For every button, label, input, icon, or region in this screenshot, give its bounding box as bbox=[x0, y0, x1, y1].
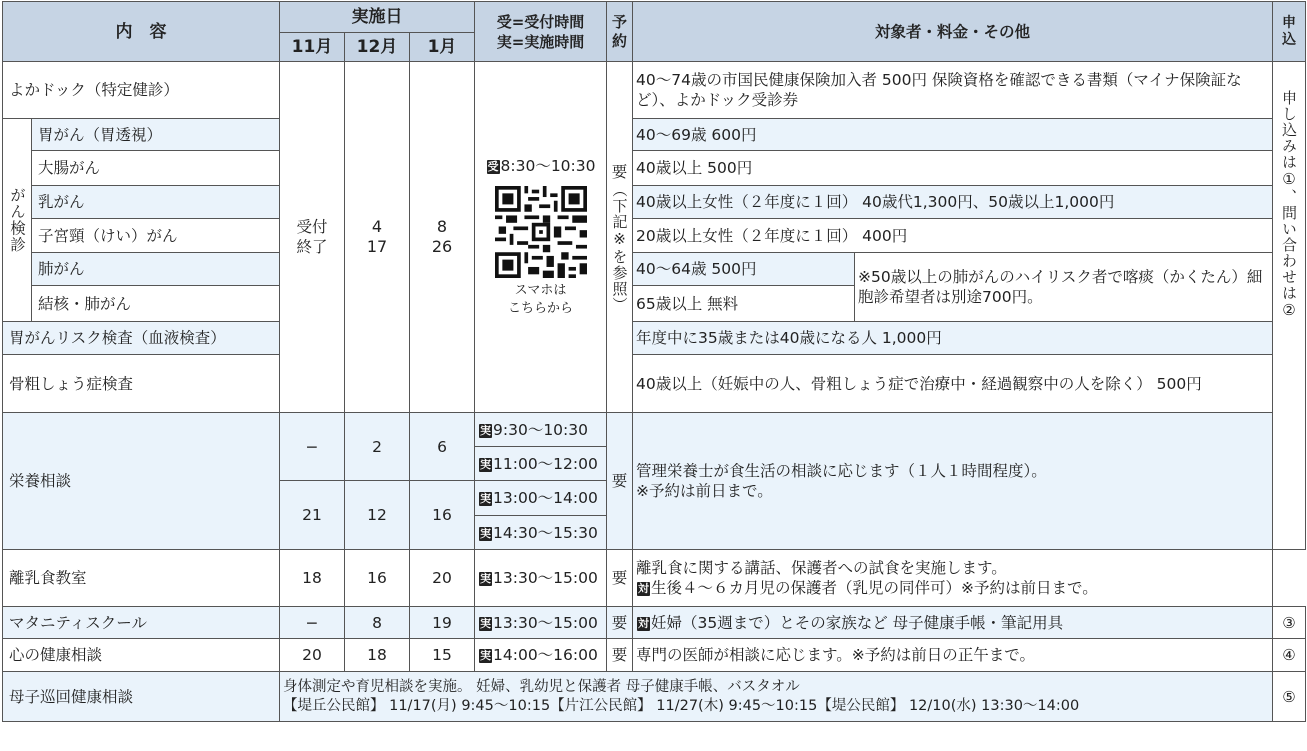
medical-time: 受 8:30〜10:30 スマホは こちらから bbox=[475, 62, 607, 413]
eiyo-time-2: 実 11:00〜12:00 bbox=[475, 447, 607, 481]
implementation-icon: 実 bbox=[480, 572, 492, 585]
kokoro-dec: 18 bbox=[345, 639, 410, 672]
header-yoyaku: 予約 bbox=[607, 2, 633, 62]
eiyo-yoyaku: 要 bbox=[607, 413, 633, 550]
eiyo-r1-jan: 6 bbox=[410, 413, 475, 481]
boshi-name: 母子巡回健康相談 bbox=[3, 672, 280, 722]
rinyu-jan: 20 bbox=[410, 550, 475, 607]
header-nov: 11月 bbox=[280, 33, 345, 62]
header-time-reception: 受=受付時間 bbox=[496, 12, 585, 31]
rinyu-dec: 16 bbox=[345, 550, 410, 607]
row-yoka-name: よかドック（特定健診） bbox=[3, 62, 280, 119]
eiyo-r2-jan: 16 bbox=[410, 481, 475, 550]
maternity-jan: 19 bbox=[410, 607, 475, 639]
eiyo-time-4: 実 14:30〜15:30 bbox=[475, 516, 607, 550]
rinyu-time: 実 13:30〜15:00 bbox=[475, 550, 607, 607]
kokoro-time: 実 14:00〜16:00 bbox=[475, 639, 607, 672]
target-icon: 対 bbox=[638, 582, 650, 595]
qr-code-icon bbox=[495, 186, 587, 278]
row-tb-cond: 65歳以上 無料 bbox=[633, 286, 855, 322]
lung-note: ※50歳以上の肺がんのハイリスク者で喀痰（かくたん）細胞診希望者は別途700円。 bbox=[855, 253, 1273, 322]
header-target: 対象者・料金・その他 bbox=[633, 2, 1273, 62]
header-moushikomi: 申込 bbox=[1273, 2, 1306, 62]
eiyo-time-3: 実 13:00〜14:00 bbox=[475, 481, 607, 516]
boshi-line1: 身体測定や育児相談を実施。 妊婦、乳幼児と保護者 母子健康手帳、バスタオル bbox=[283, 678, 800, 695]
eiyo-r2-nov: 21 bbox=[280, 481, 345, 550]
implementation-icon: 実 bbox=[480, 649, 492, 662]
row-bone-name: 骨粗しょう症検査 bbox=[3, 355, 280, 413]
row-colon-name: 大腸がん bbox=[32, 151, 280, 186]
header-content: 内 容 bbox=[3, 2, 280, 62]
row-breast-name: 乳がん bbox=[32, 186, 280, 219]
row-risk-cond: 年度中に35歳または40歳になる人 1,000円 bbox=[633, 322, 1273, 355]
kokoro-yoyaku: 要 bbox=[607, 639, 633, 672]
gan-label: がん検診 bbox=[3, 119, 32, 322]
health-schedule-table bbox=[2, 1, 1306, 722]
row-cervix-cond: 20歳以上女性（２年度に１回） 400円 bbox=[633, 219, 1273, 253]
kokoro-nov: 20 bbox=[280, 639, 345, 672]
eiyo-r1-dec: 2 bbox=[345, 413, 410, 481]
implementation-icon: 実 bbox=[480, 616, 492, 630]
header-time bbox=[475, 2, 607, 62]
implementation-icon: 実 bbox=[480, 457, 492, 471]
rinyu-name: 離乳食教室 bbox=[3, 550, 280, 607]
eiyo-time-1: 実 9:30〜10:30 bbox=[475, 413, 607, 447]
eiyo-r1-nov: − bbox=[280, 413, 345, 481]
boshi-line2: 【堤丘公民館】 11/17(月) 9:45〜10:15【片江公民館】 11/27(木) 9:45〜10:15【堤公民館】 12/10(水) 13:30〜14:00 bbox=[283, 697, 1080, 714]
header-date: 実施日 bbox=[280, 2, 475, 33]
row-stomach-name: 胃がん（胃透視） bbox=[32, 119, 280, 151]
row-lung-cond: 40〜64歳 500円 bbox=[633, 253, 855, 286]
medical-nov: 受付終了 bbox=[280, 62, 345, 413]
medical-dec: 4 17 bbox=[345, 62, 410, 413]
row-lung-name: 肺がん bbox=[32, 253, 280, 286]
medical-apply-note: 申し込みは①、問い合わせは② bbox=[1273, 62, 1306, 550]
kokoro-cond: 専門の医師が相談に応じます。※予約は前日の正午まで。 bbox=[633, 639, 1273, 672]
header-dec: 12月 bbox=[345, 33, 410, 62]
maternity-name: マタニティスクール bbox=[3, 607, 280, 639]
kokoro-ref: ④ bbox=[1273, 639, 1306, 672]
reception-icon: 受 bbox=[487, 160, 499, 173]
row-colon-cond: 40歳以上 500円 bbox=[633, 151, 1273, 186]
row-yoka-cond: 40〜74歳の市国民健康保険加入者 500円 保険資格を確認できる書類（マイナ保険証など）、よかドック受診券 bbox=[633, 62, 1273, 119]
row-risk-name: 胃がんリスク検査（血液検査） bbox=[3, 322, 280, 355]
row-bone-cond: 40歳以上（妊娠中の人、骨粗しょう症で治療中・経過観察中の人を除く） 500円 bbox=[633, 355, 1273, 413]
kokoro-jan: 15 bbox=[410, 639, 475, 672]
eiyo-r2-dec: 12 bbox=[345, 481, 410, 550]
qr-caption: スマホは こちらから bbox=[508, 283, 574, 316]
row-cervix-name: 子宮頸（けい）がん bbox=[32, 219, 280, 253]
target-icon: 対 bbox=[638, 616, 650, 630]
maternity-dec: 8 bbox=[345, 607, 410, 639]
rinyu-cond: 離乳食に関する講話、保護者への試食を実施します。 対 生後４〜６カ月児の保護者（乳児の同伴可）※予約は前日まで。 bbox=[633, 550, 1273, 607]
boshi-ref: ⑤ bbox=[1273, 672, 1306, 722]
kokoro-name: 心の健康相談 bbox=[3, 639, 280, 672]
rinyu-yoyaku: 要 bbox=[607, 550, 633, 607]
boshi-cond bbox=[280, 672, 1273, 722]
header-jan: 1月 bbox=[410, 33, 475, 62]
row-stomach-cond: 40〜69歳 600円 bbox=[633, 119, 1273, 151]
rinyu-nov: 18 bbox=[280, 550, 345, 607]
maternity-time: 実 13:30〜15:00 bbox=[475, 607, 607, 639]
row-tb-name: 結核・肺がん bbox=[32, 286, 280, 322]
maternity-ref: ③ bbox=[1273, 607, 1306, 639]
header-time-implementation: 実=実施時間 bbox=[496, 32, 585, 51]
medical-yoyaku: 要 （下記※を参照） bbox=[607, 62, 633, 413]
medical-jan: 8 26 bbox=[410, 62, 475, 413]
row-breast-cond: 40歳以上女性（２年度に１回） 40歳代1,300円、50歳以上1,000円 bbox=[633, 186, 1273, 219]
eiyo-cond: 管理栄養士が食生活の相談に応じます（１人１時間程度）。 ※予約は前日まで。 bbox=[633, 413, 1273, 550]
implementation-icon: 実 bbox=[480, 526, 492, 540]
maternity-yoyaku: 要 bbox=[607, 607, 633, 639]
implementation-icon: 実 bbox=[480, 492, 492, 505]
maternity-cond: 対 妊婦（35週まで）とその家族など 母子健康手帳・筆記用具 bbox=[633, 607, 1273, 639]
implementation-icon: 実 bbox=[480, 423, 492, 437]
eiyo-name: 栄養相談 bbox=[3, 413, 280, 550]
maternity-nov: − bbox=[280, 607, 345, 639]
